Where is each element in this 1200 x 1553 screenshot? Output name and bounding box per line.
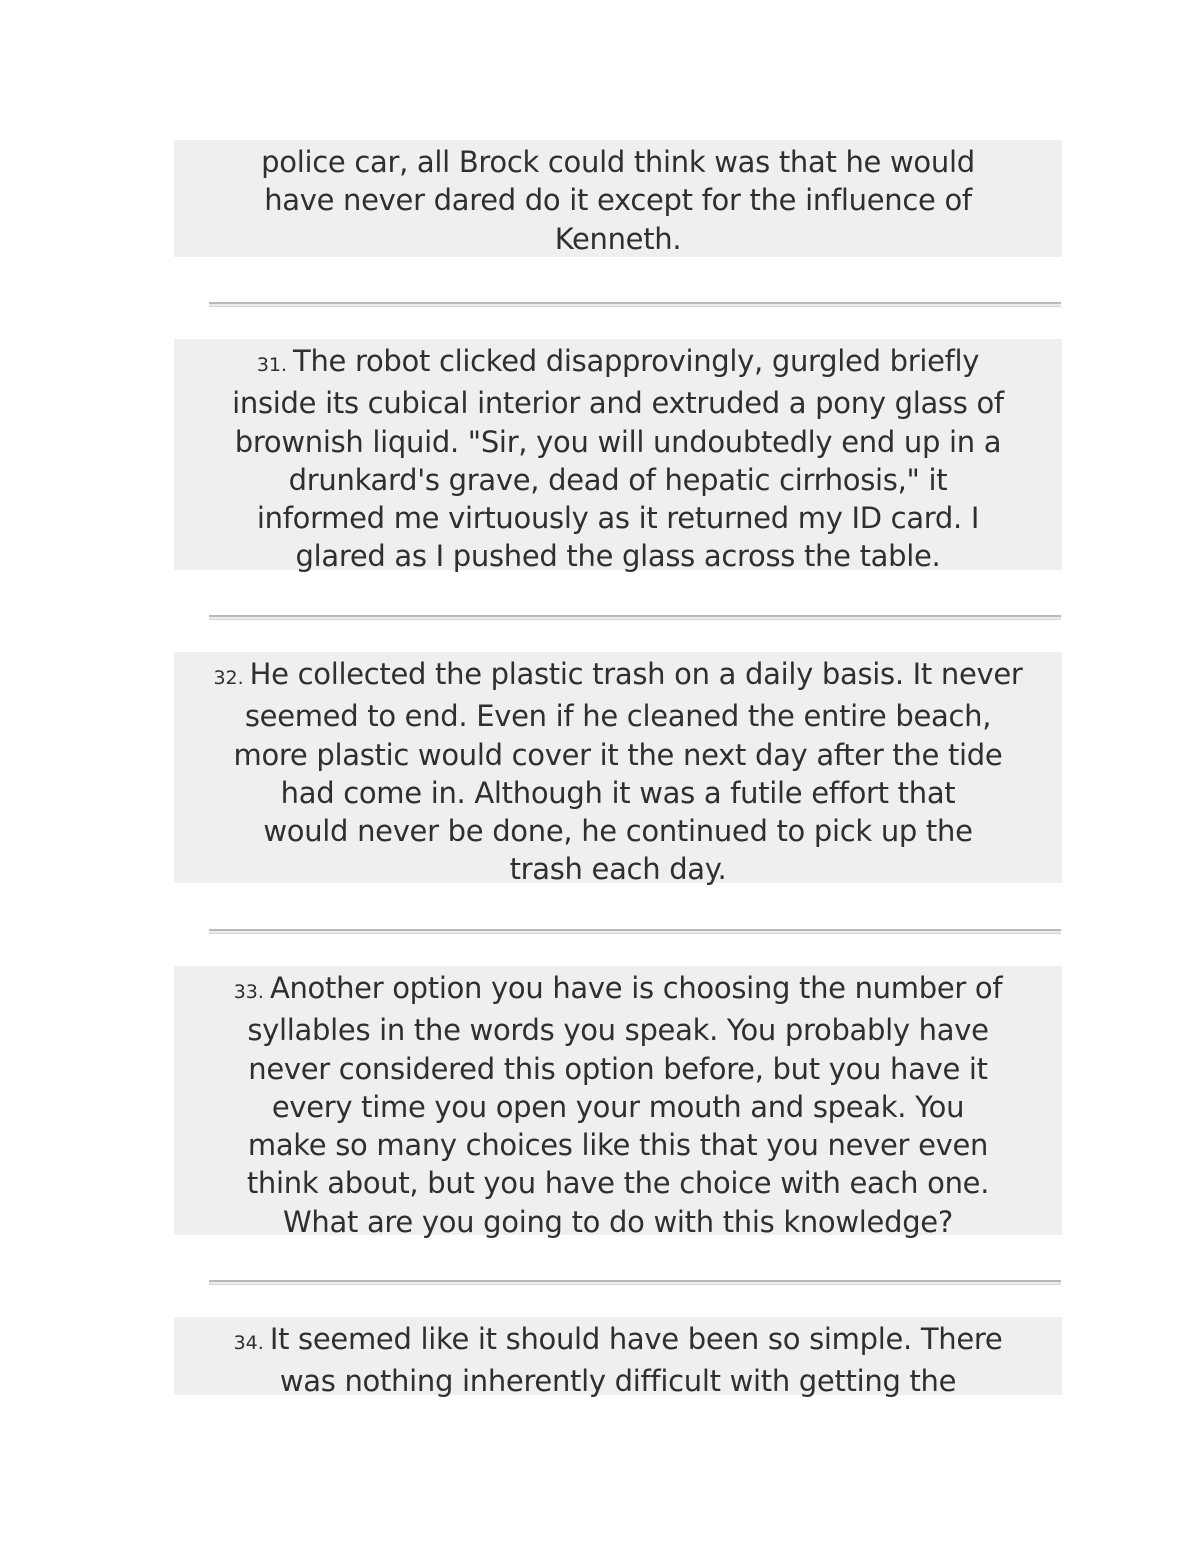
item-number: 31. (256, 354, 288, 376)
paragraph-line (178, 969, 1058, 1011)
paragraph-line: make so many choices like this that you never even (247, 1128, 989, 1163)
paragraph-line: was nothing inherently difficult with getting the (279, 1364, 957, 1399)
paragraph-line: glared as I pushed the glass across the table. (295, 539, 941, 574)
item-number: 32. (213, 667, 244, 689)
horizontal-divider (209, 1280, 1061, 1285)
paragraph-line: Kenneth. (554, 221, 682, 256)
paragraph-line: informed me virtuously as it returned my ID card. I (256, 501, 980, 536)
paragraph-line (178, 1320, 1058, 1362)
paragraph-line: every time you open your mouth and speak. You (271, 1089, 965, 1124)
paragraph-block-30 (174, 140, 1062, 257)
paragraph-line: brownish liquid. "Sir, you will undoubtedly end up in a (234, 424, 1002, 459)
paragraph-line: never considered this option before, but you have it (248, 1051, 988, 1086)
paragraph-line: more plastic would cover it the next day after the tide (233, 737, 1003, 772)
horizontal-divider (209, 615, 1061, 620)
paragraph-line: What are you going to do with this knowledge? (283, 1204, 953, 1239)
paragraph-line (178, 655, 1058, 697)
paragraph-block-31 (174, 339, 1062, 574)
paragraph-line: have never dared do it except for the influence of (264, 183, 972, 218)
horizontal-divider (209, 929, 1061, 934)
paragraph-block-32 (174, 652, 1062, 887)
paragraph-line-text: It seemed like it should have been so simple. There (269, 1322, 1003, 1356)
paragraph-block-33 (174, 966, 1062, 1239)
item-number: 34. (233, 1332, 264, 1354)
paragraph-line-text: Another option you have is choosing the number of (269, 971, 1003, 1005)
paragraph-line: would never be done, he continued to pick up the (263, 814, 973, 849)
paragraph-line-text: He collected the plastic trash on a daily basis. It never (249, 657, 1023, 691)
paragraph-line: seemed to end. Even if he cleaned the entire beach, (244, 699, 992, 734)
paragraph-line: inside its cubical interior and extruded a pony glass of (232, 386, 1004, 421)
paragraph-line: trash each day. (509, 852, 727, 887)
paragraph-line: police car, all Brock could think was that he would (261, 145, 975, 179)
paragraph-line: had come in. Although it was a futile effort that (280, 775, 956, 810)
paragraph-line (178, 342, 1058, 384)
paragraph-line: drunkard's grave, dead of hepatic cirrhosis," it (288, 462, 948, 497)
horizontal-divider (209, 302, 1061, 307)
paragraph-block-34 (174, 1317, 1062, 1399)
paragraph-line: syllables in the words you speak. You probably have (247, 1013, 989, 1048)
item-number: 33. (233, 981, 264, 1003)
paragraph-line-text: The robot clicked disapprovingly, gurgled briefly (293, 344, 980, 378)
paragraph-line: think about, but you have the choice with each one. (246, 1166, 990, 1201)
